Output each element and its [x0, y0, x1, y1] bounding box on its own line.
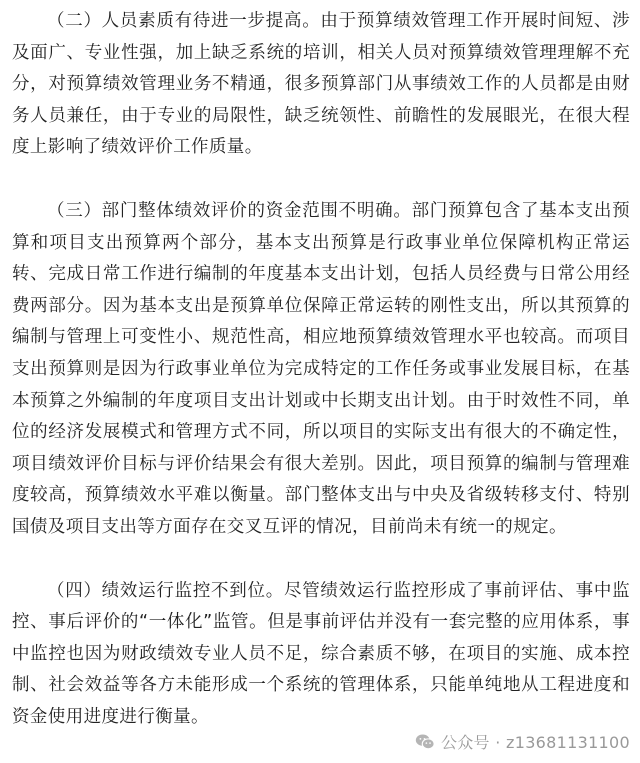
paragraph-monitoring: （四）绩效运行监控不到位。尽管绩效运行监控形成了事前评估、事中监控、事后评价的“一体化”监管。但是事前评估并没有一套完整的应用体系，事中监控也因为财政绩效专业人员不足，综合素质不够，在项目的实施、成本控制、社会效益等各方未能形成一个系统的管理体系，只能单纯地从工程进度和资金使用进度进行衡量。: [12, 580, 630, 727]
wechat-icon: [414, 731, 436, 753]
watermark-text: 公众号 · z13681131100: [440, 733, 630, 752]
article-body: [12, 6, 630, 733]
paragraph-personnel-quality: （二）人员素质有待进一步提高。由于预算绩效管理工作开展时间短、涉及面广、专业性强，加上缺乏系统的培训，相关人员对预算绩效管理理解不充分，对预算绩效管理业务不精通，很多预算部门从事绩效工作的人员都是由财务人员兼任，由于专业的局限性，缺乏统领性、前瞻性的发展眼光，在很大程度上影响了绩效评价工作质量。: [12, 11, 630, 158]
paragraph-fund-scope: （三）部门整体绩效评价的资金范围不明确。部门预算包含了基本支出预算和项目支出预算两个部分，基本支出预算是行政事业单位保障机构正常运转、完成日常工作进行编制的年度基本支出计划，包括人员经费与日常公用经费两部分。因为基本支出是预算单位保障正常运转的刚性支出，所以其预算的编制与管理上可变性小、规范性高，相应地预算绩效管理水平也较高。而项目支出预算则是因为行政事业单位为完成特定的工作任务或事业发展目标，在基本预算之外编制的年度项目支出计划或中长期支出计划。由于时效性不同，单位的经济发展模式和管理方式不同，所以项目的实际支出有很大的不确定性，项目绩效评价目标与评价结果会有很大差别。因此，项目预算的编制与管理难度较高，预算绩效水平难以衡量。部门整体支出与中央及省级转移支付、特别国债及项目支出等方面存在交叉互评的情况，目前尚未有统一的规定。: [12, 200, 630, 537]
watermark: [410, 728, 634, 755]
